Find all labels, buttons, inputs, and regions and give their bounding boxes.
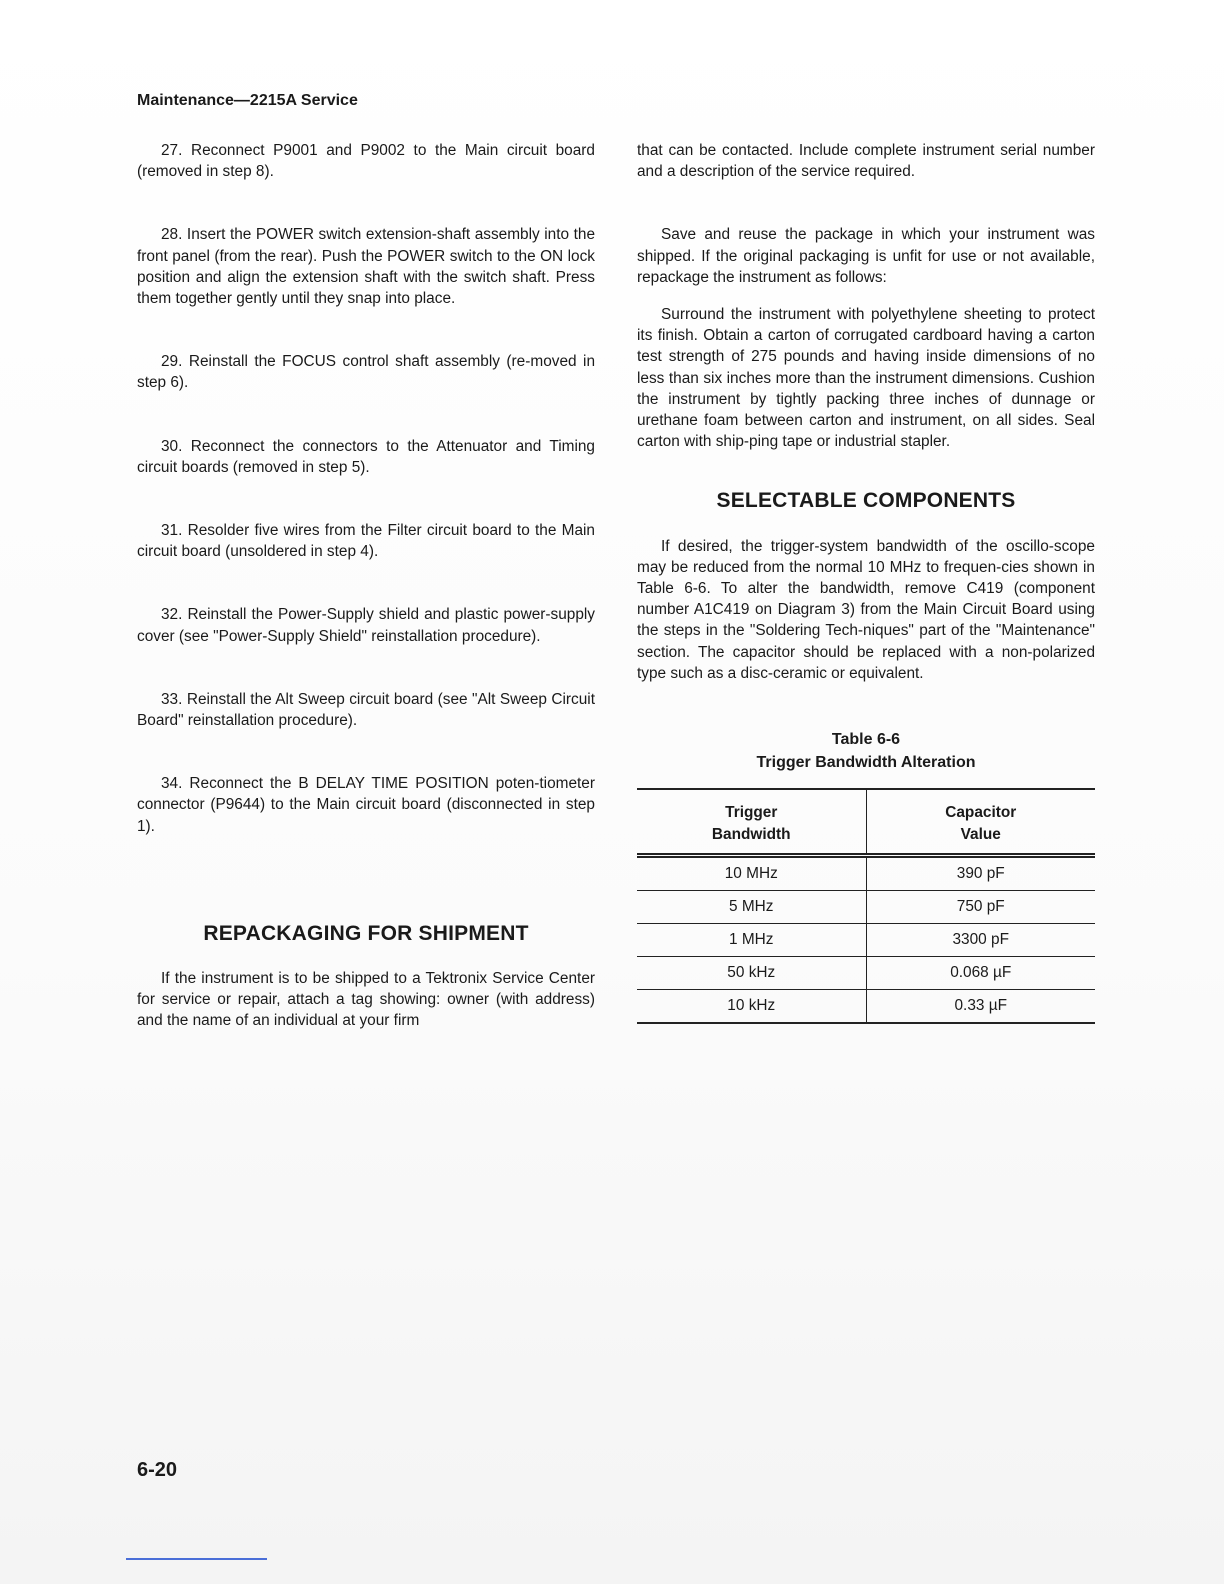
step-32: 32. Reinstall the Power-Supply shield and plastic power-supply cover (see "Power-Supply Shield" reinstallation procedure). [137, 606, 595, 645]
table-row [637, 924, 1095, 957]
capacitor-cell: 0.33 µF [954, 997, 1007, 1015]
selectable-components-heading: SELECTABLE COMPONENTS [716, 489, 1016, 513]
footer-rule [126, 1558, 267, 1560]
capacitor-cell: 0.068 µF [866, 957, 1095, 990]
step-33: 33. Reinstall the Alt Sweep circuit board (see "Alt Sweep Circuit Board" reinstallation procedure). [137, 690, 595, 730]
bandwidth-cell: 5 MHz [637, 891, 866, 924]
save-reuse-paragraph: Save and reuse the package in which your instrument was shipped. If the original packaging is unfit for use or not available, repackage the instrument as follows: [637, 226, 1095, 286]
capacitor-cell: 750 pF [866, 891, 1095, 924]
capacitor-cell: 3300 pF [866, 924, 1095, 957]
repackaging-continuation: that can be contacted. Include complete instrument serial number and a description of the service required. [637, 142, 1095, 181]
repackaging-heading: REPACKAGING FOR SHIPMENT [203, 921, 529, 945]
selectable-components-body: If desired, the trigger-system bandwidth of the oscillo-scope may be reduced from the normal 10 MHz to frequen-cies shown in Table 6-6. To alter the bandwidth, remove C419 (component number A1C419 on Diagram 3) from the Main Circuit Board using the steps in the "Soldering Tech-niques" part of the "Maintenance" section. The capacitor should be replaced with a non-polarized type such as a disc-ceramic or equivalent. [637, 537, 1095, 682]
step-27: 27. Reconnect P9001 and P9002 to the Main circuit board (removed in step 8). [137, 142, 595, 181]
header-capacitor-value-line2: Value [960, 826, 1001, 844]
bandwidth-cell: 50 kHz [637, 957, 866, 990]
step-29: 29. Reinstall the FOCUS control shaft assembly (re-moved in step 6). [137, 353, 595, 392]
repackaging-intro: If the instrument is to be shipped to a Tektronix Service Center for service or repair, attach a tag showing: owner (with address) and the name of an individual at your firm [137, 970, 595, 1030]
page-number: 6-20 [137, 1459, 178, 1481]
header-capacitor-value-line1: Capacitor [945, 804, 1017, 822]
table-row [637, 957, 1095, 990]
table-row [637, 990, 1095, 1024]
header-capacitor-value [866, 789, 1095, 856]
running-header: Maintenance—2215A Service [137, 92, 358, 109]
table-row [637, 891, 1095, 924]
right-column [637, 140, 1095, 1024]
table-title: Trigger Bandwidth Alteration [756, 754, 976, 772]
surround-paragraph: Surround the instrument with polyethylene sheeting to protect its finish. Obtain a carton of corrugated cardboard having a carton test strength of 275 pounds and having inside dimensions of no less than six inches more than the instrument dimensions. Cushion the instrument by tightly packing three inches of dunnage or urethane foam between carton and instrument, on all sides. Seal carton with ship-ping tape or industrial stapler. [637, 306, 1095, 451]
header-trigger-bandwidth-line1: Trigger [725, 804, 778, 822]
table-row [637, 856, 1095, 891]
trigger-bandwidth-table [637, 788, 1095, 1024]
table-caption [637, 728, 1095, 774]
bandwidth-cell: 10 MHz [637, 856, 866, 891]
step-28: 28. Insert the POWER switch extension-shaft assembly into the front panel (from the rear). Push the POWER switch to the ON lock position and align the extension shaft with the switch shaft. Press them together gently until they snap into place. [137, 226, 595, 308]
step-34: 34. Reconnect the B DELAY TIME POSITION poten-tiometer connector (P9644) to the Main circuit board (disconnected in step 1). [137, 775, 595, 835]
step-30: 30. Reconnect the connectors to the Attenuator and Timing circuit boards (removed in step 5). [137, 437, 595, 476]
header-trigger-bandwidth [637, 789, 866, 856]
header-trigger-bandwidth-line2: Bandwidth [711, 826, 791, 844]
bandwidth-cell: 10 kHz [637, 990, 866, 1024]
table-header-row [637, 789, 1095, 856]
capacitor-cell: 390 pF [866, 856, 1095, 891]
step-31: 31. Resolder five wires from the Filter circuit board to the Main circuit board (unsoldered in step 4). [137, 522, 595, 561]
table-number: Table 6-6 [831, 731, 901, 749]
bandwidth-cell: 1 MHz [637, 924, 866, 957]
left-column [137, 140, 595, 1032]
